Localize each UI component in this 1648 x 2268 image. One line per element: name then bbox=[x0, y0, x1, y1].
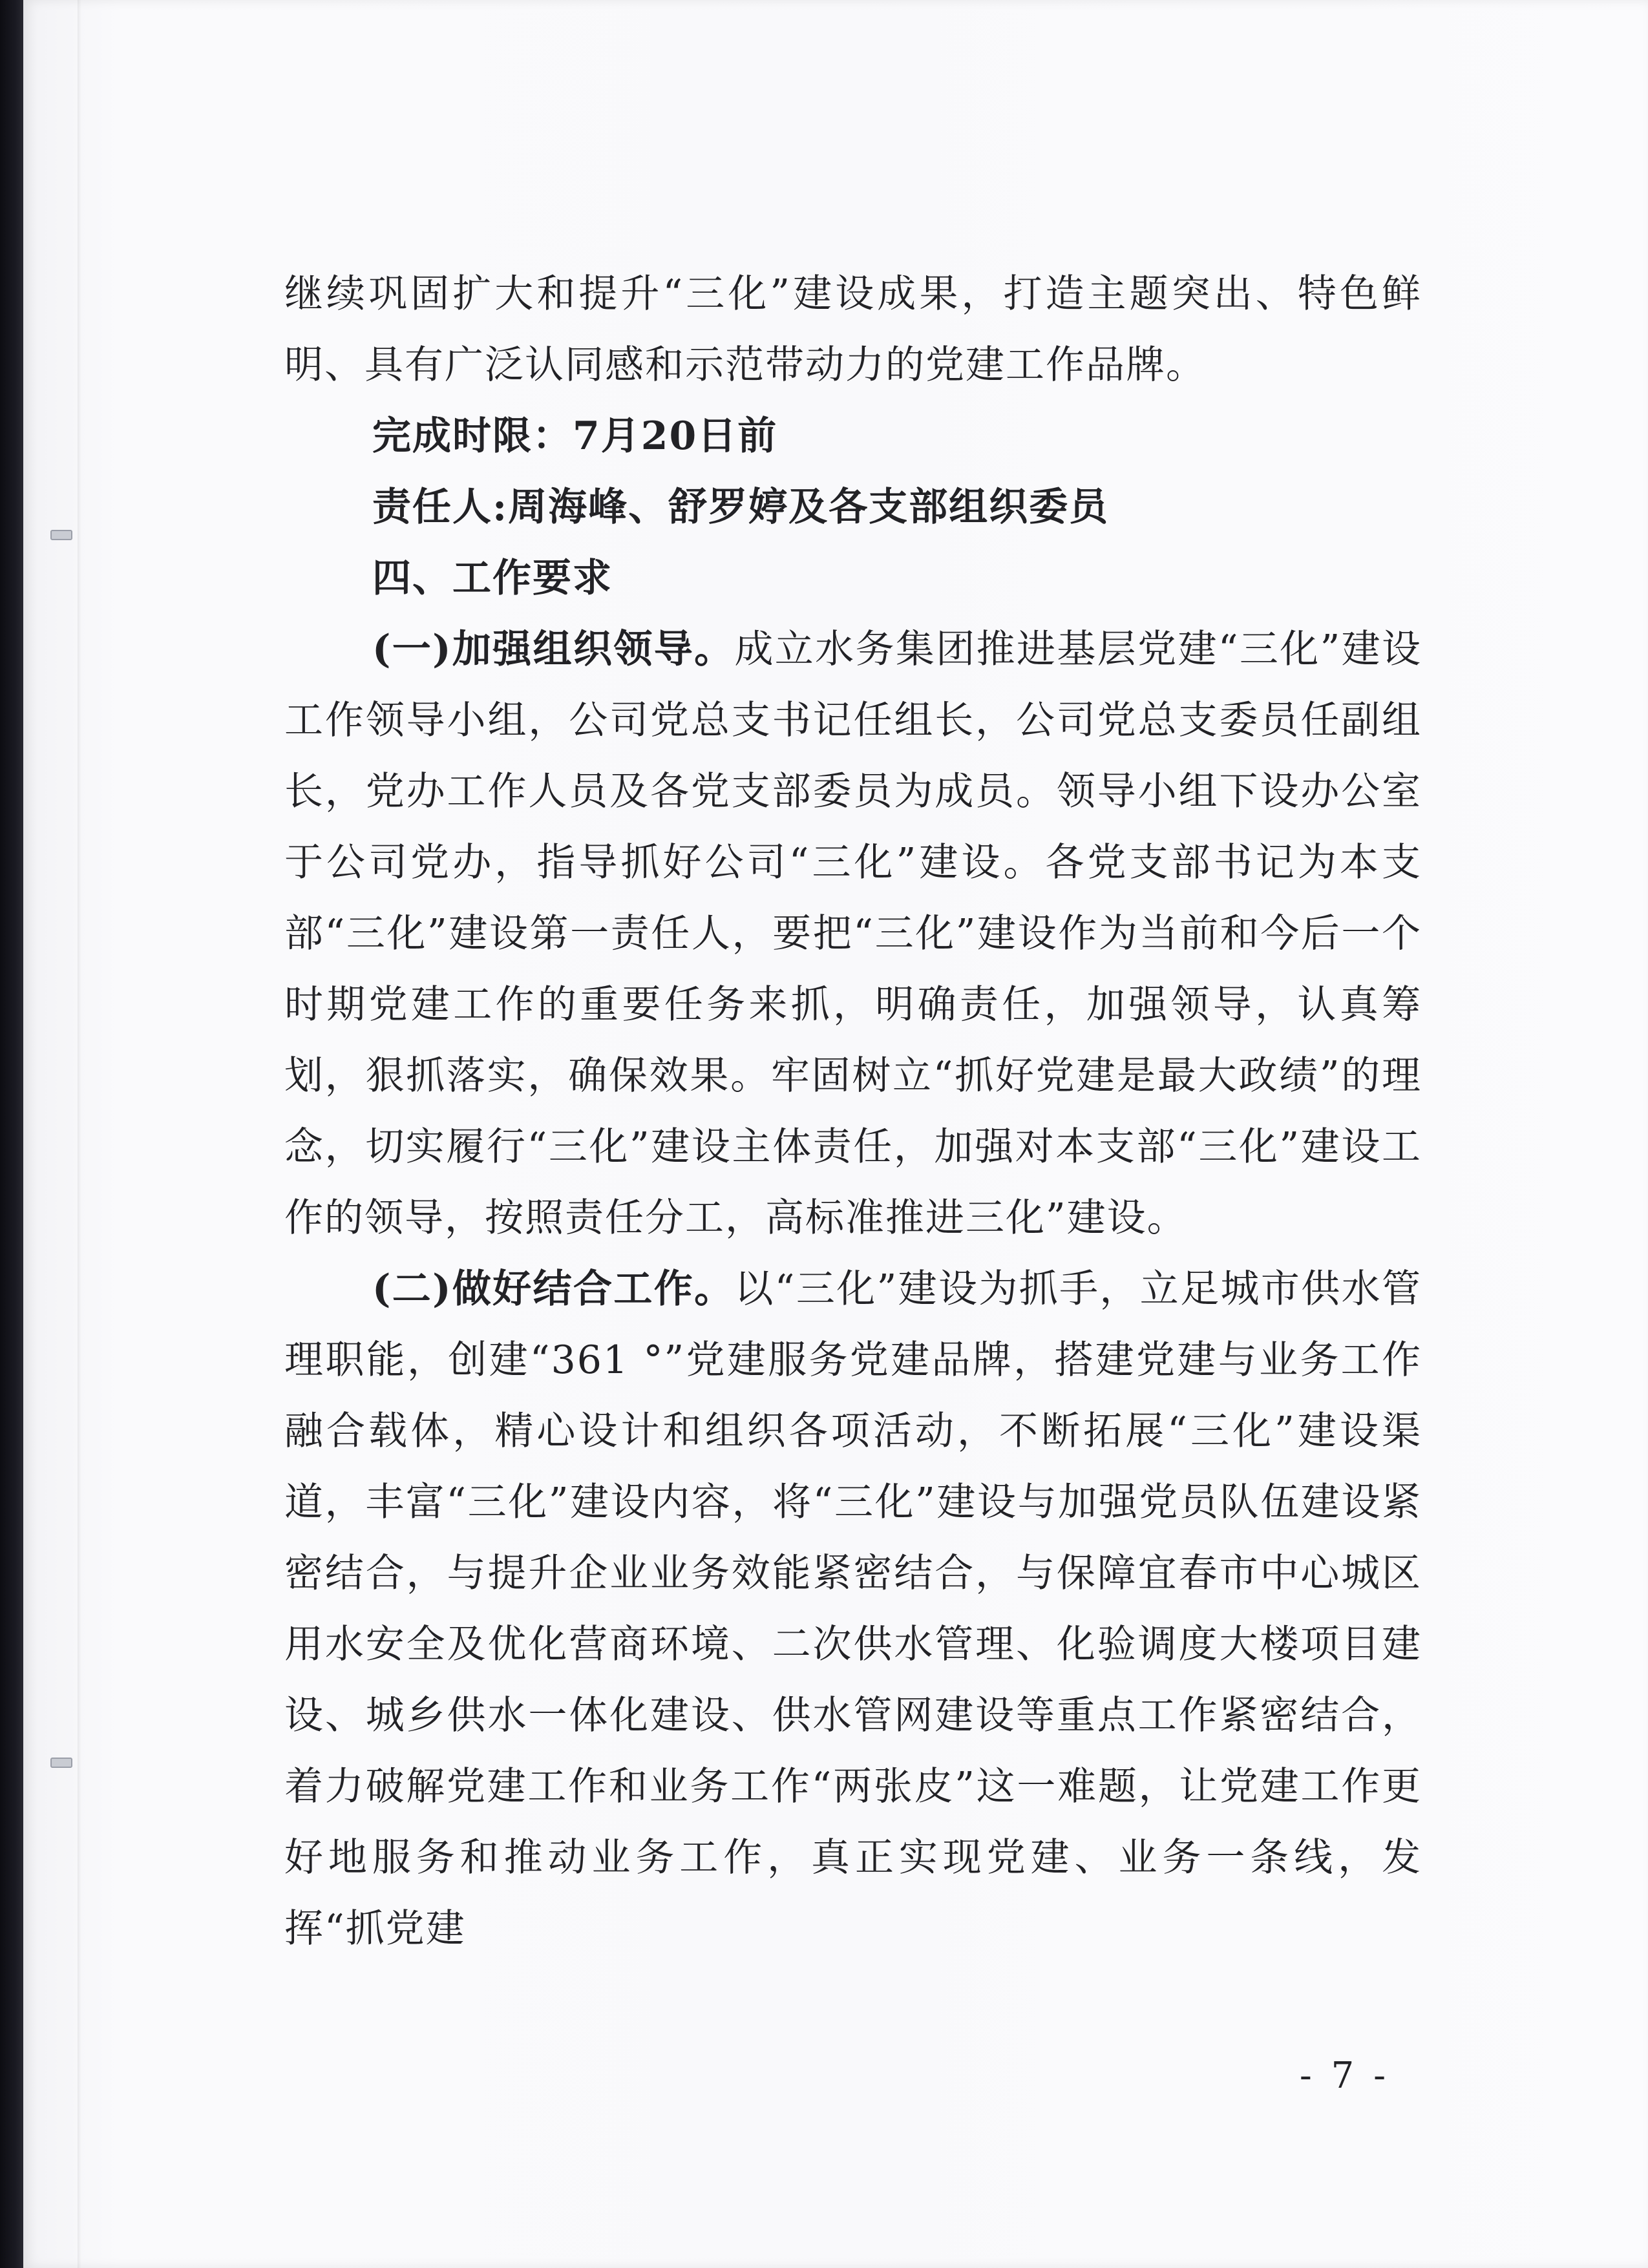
deadline-text: 完成时限：7月20日前 bbox=[372, 414, 778, 459]
deadline-line bbox=[284, 401, 1422, 472]
paragraph-integration bbox=[284, 1254, 1422, 1964]
paragraph-text: 以“三化”建设为抓手，立足城市供水管理职能，创建“361 °”党建服务党建品牌，搭建党建与业务工作融合载体，精心设计和组织各项活动，不断拓展“三化”建设渠道，丰富“三化”建设内容，将“三化”建设与加强党员队伍建设紧密结合，与提升企业业务效能紧密结合，与保障宜春市中心城区用水安全及优化营商环境、二次供水管理、化验调度大楼项目建设、城乡供水一体化建设、供水管网建设等重点工作紧密结合，着力破解党建工作和业务工作“两张皮”这一难题，让党建工作更好地服务和推动业务工作，真正实现党建、业务一条线，发挥“抓党建 bbox=[284, 1266, 1422, 1951]
page-number: - 7 - bbox=[1299, 2055, 1389, 2097]
binding-fold bbox=[78, 0, 81, 2268]
section-heading bbox=[284, 543, 1422, 614]
paragraph-text: 继续巩固扩大和提升“三化”建设成果，打造主题突出、特色鲜明、具有广泛认同感和示范带动力的党建工作品牌。 bbox=[284, 271, 1422, 388]
paragraph-text: 成立水务集团推进基层党建“三化”建设工作领导小组，公司党总支书记任组长，公司党总支委员任副组长，党办工作人员及各党支部委员为成员。领导小组下设办公室于公司党办，指导抓好公司“三化”建设。各党支部书记为本支部“三化”建设第一责任人，要把“三化”建设作为当前和今后一个时期党建工作的重要任务来抓，明确责任，加强领导，认真筹划，狠抓落实，确保效果。牢固树立“抓好党建是最大政绩”的理念，切实履行“三化”建设主体责任，加强对本支部“三化”建设工作的领导，按照责任分工，高标准推进三化”建设。 bbox=[284, 627, 1422, 1241]
responsible-line bbox=[284, 472, 1422, 543]
staple-bottom bbox=[50, 1758, 72, 1768]
subheading-integration: (二)做好结合工作。 bbox=[372, 1266, 735, 1312]
subheading-organization: (一)加强组织领导。 bbox=[372, 627, 735, 672]
body-text bbox=[284, 258, 1422, 1964]
staple-top bbox=[50, 530, 72, 540]
responsible-text: 责任人:周海峰、舒罗婷及各支部组织委员 bbox=[372, 485, 1110, 530]
paragraph-continuation bbox=[284, 258, 1422, 401]
paragraph-organization bbox=[284, 614, 1422, 1254]
scan-dark-edge bbox=[0, 0, 26, 2268]
section-heading-text: 四、工作要求 bbox=[372, 556, 613, 601]
